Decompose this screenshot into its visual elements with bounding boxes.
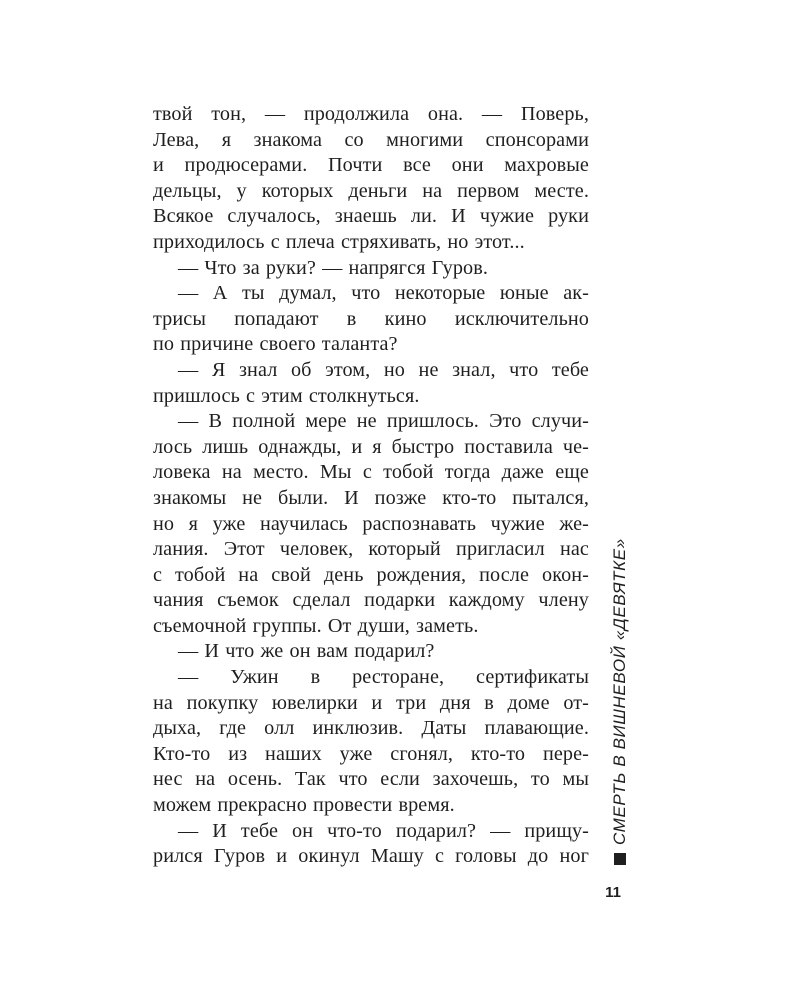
body-text: [153, 102, 589, 870]
text-line: съемочной группы. От души, заметь.: [153, 614, 479, 637]
square-bullet-icon: [614, 853, 626, 865]
text-line: — И что же он вам подарил?: [178, 640, 435, 663]
text-line: по причине своего таланта?: [153, 333, 398, 356]
running-head-rotated: [610, 538, 630, 865]
running-head: [605, 538, 635, 865]
text-line: лания. Этот человек, который пригласил нас: [153, 538, 589, 561]
text-line: рился Гуров и окинул Машу с головы до ног: [153, 845, 589, 868]
text-line: дельцы, у которых деньги на первом месте.: [153, 179, 589, 202]
text-line: чания съемок сделал подарки каждому члену: [153, 589, 589, 612]
page-number: 11: [605, 884, 621, 901]
text-line: на покупку ювелирки и три дня в доме от-: [153, 691, 589, 714]
text-line: можем прекрасно провести время.: [153, 794, 455, 817]
text-line: — В полной мере не пришлось. Это случи-: [178, 410, 589, 433]
text-line: — Ужин в ресторане, сертификаты: [178, 666, 589, 689]
text-line: с тобой на свой день рождения, после окон-: [153, 563, 589, 586]
text-line: но я уже научилась распознавать чужие же-: [153, 512, 589, 535]
text-line: лось лишь однажды, и я быстро поставила че-: [153, 435, 589, 458]
text-line: — И тебе он что-то подарил? — прищу-: [178, 819, 589, 842]
text-line: Кто-то из наших уже сгонял, кто-то пере-: [153, 742, 589, 765]
text-line: твой тон, — продолжила она. — Поверь,: [153, 103, 589, 125]
text-line: — Я знал об этом, но не знал, что тебе: [178, 358, 589, 381]
text-line: приходилось с плеча стряхивать, но этот...: [153, 230, 525, 253]
text-line: пришлось с этим столкнуться.: [153, 384, 420, 407]
text-line: нес на осень. Так что если захочешь, то мы: [153, 768, 589, 791]
text-line: трисы попадают в кино исключительно: [153, 307, 589, 330]
text-line: и продюсерами. Почти все они махровые: [153, 154, 589, 177]
text-line: ловека на место. Мы с тобой тогда даже еще: [153, 461, 589, 484]
text-line: — А ты думал, что некоторые юные ак-: [178, 282, 589, 305]
text-line: знакомы не были. И позже кто-то пытался,: [153, 486, 589, 509]
text-line: дыха, где олл инклюзив. Даты плавающие.: [153, 717, 589, 740]
text-line: Лева, я знакома со многими спонсорами: [153, 128, 589, 151]
text-line: Всякое случалось, знаешь ли. И чужие руки: [153, 205, 589, 228]
text-line: — Что за руки? — напрягся Гуров.: [178, 256, 489, 279]
running-head-title: СМЕРТЬ В ВИШНЕВОЙ «ДЕВЯТКЕ»: [610, 538, 629, 845]
